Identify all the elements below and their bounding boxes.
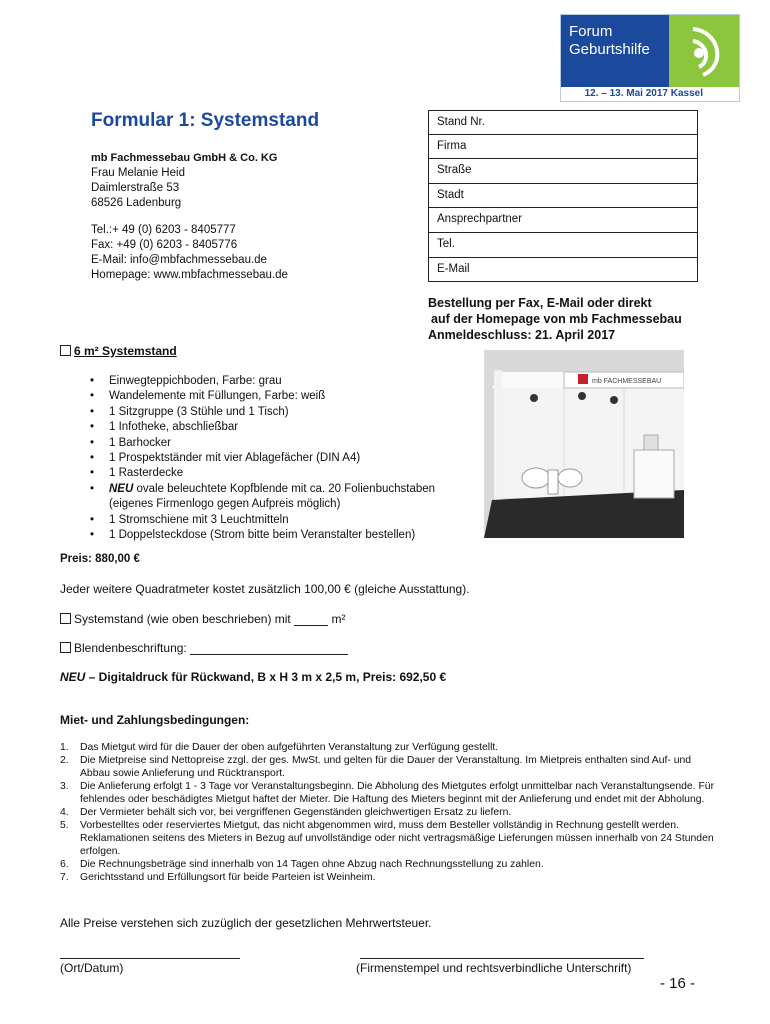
order-deadline: Anmeldeschluss: 21. April 2017 [428, 328, 616, 342]
extra-sqm-note: Jeder weitere Quadratmeter kostet zusätzlich 100,00 € (gleiche Ausstattung). [60, 582, 470, 596]
stand-checkbox[interactable] [60, 345, 71, 356]
term-number: 5. [60, 820, 69, 831]
terms-list [60, 741, 720, 884]
logo-swirl-icon [669, 15, 739, 87]
term-item [60, 780, 720, 806]
list-item: • Einwegteppichboden, Farbe: grau [90, 374, 470, 389]
company-name: mb Fachmessebau GmbH & Co. KG [91, 152, 278, 164]
neu-print-label: NEU [60, 670, 86, 684]
field-ansprechpartner[interactable]: Ansprechpartner [428, 208, 698, 233]
term-text: Die Rechnungsbeträge sind innerhalb von 14 Tagen ohne Abzug nach Rechnungsstellung zu zahlen. [80, 859, 544, 870]
term-text: Die Anlieferung erfolgt 1 - 3 Tage vor Veranstaltungsbeginn. Die Abholung des Mietgutes erfolgt unmittelbar nach Veranstaltungsende. Für fehlendes oder beschädigtes Mietgut haftet der Mieter. Die Haftung des Mieters beginnt mit der Anlieferung und endet mit der Abholung. [80, 781, 715, 805]
fax: Fax: +49 (0) 6203 - 8405776 [91, 239, 238, 251]
term-number: 3. [60, 781, 69, 792]
blende-label: Blendenbeschriftung: [74, 641, 187, 655]
list-item: • 1 Barhocker [90, 436, 470, 451]
phone: Tel.:+ 49 (0) 6203 - 8405777 [91, 224, 236, 236]
event-date: 12. – 13. Mai 2017 Kassel [584, 88, 703, 99]
event-logo [560, 14, 740, 102]
homepage: Homepage: www.mbfachmessebau.de [91, 269, 288, 281]
term-item [60, 819, 720, 858]
logo-emblem [669, 15, 739, 87]
vat-note: Alle Preise verstehen sich zuzüglich der gesetzlichen Mehrwertsteuer. [60, 916, 432, 930]
booth-sign-text: mb FACHMESSEBAU [592, 378, 662, 385]
feature-list [90, 374, 470, 543]
systemstand-label: Systemstand (wie oben beschrieben) mit [74, 612, 291, 626]
list-item: • 1 Rasterdecke [90, 466, 470, 481]
place-date-label: (Ort/Datum) [60, 961, 124, 975]
list-item: • 1 Stromschiene mit 3 Leuchtmitteln [90, 513, 470, 528]
neu-text-1: ovale beleuchtete Kopfblende mit ca. 20 Folienbuchstaben [133, 482, 436, 495]
sqm-input[interactable] [294, 614, 328, 626]
signature-label: (Firmenstempel und rechtsverbindliche Unterschrift) [356, 961, 632, 975]
street: Daimlerstraße 53 [91, 182, 180, 194]
list-item: • 1 Infotheke, abschließbar [90, 420, 470, 435]
city: 68526 Ladenburg [91, 197, 182, 209]
list-item: • 1 Sitzgruppe (3 Stühle und 1 Tisch) [90, 405, 470, 420]
field-email[interactable]: E-Mail [428, 258, 698, 283]
term-number: 4. [60, 807, 69, 818]
digital-print-offer [60, 670, 446, 684]
blende-input[interactable] [190, 643, 348, 655]
order-form-fields [428, 110, 698, 282]
term-item [60, 858, 720, 871]
terms-title: Miet- und Zahlungsbedingungen: [60, 713, 250, 727]
stand-title: 6 m² Systemstand [74, 344, 177, 358]
sqm-unit: m² [331, 612, 346, 626]
list-item-neu [90, 482, 470, 513]
email: E-Mail: info@mbfachmessebau.de [91, 254, 267, 266]
systemstand-checkbox[interactable] [60, 613, 71, 624]
booth-image [484, 350, 684, 538]
order-instructions [428, 295, 682, 343]
contact-person: Frau Melanie Heid [91, 167, 185, 179]
neu-label: NEU [109, 482, 134, 495]
option-systemstand [60, 612, 345, 626]
booth-illustration [484, 350, 684, 538]
contact-block [91, 223, 288, 283]
field-firma[interactable]: Firma [428, 135, 698, 160]
term-text: Gerichtsstand und Erfüllungsort für beide Parteien ist Weinheim. [80, 872, 376, 883]
term-item [60, 806, 720, 819]
term-number: 2. [60, 755, 69, 766]
order-line-1: Bestellung per Fax, E-Mail oder direkt [428, 296, 652, 310]
price: Preis: 880,00 € [60, 553, 140, 565]
logo-text-block [561, 15, 669, 87]
term-item [60, 741, 720, 754]
term-text: Vorbestelltes oder reserviertes Mietgut, das nicht abgenommen wird, muss dem Besteller vollständig in Rechnung gestellt werden. Reklamationen seitens des Mieters in Bezug auf unvollständige oder nicht vertragsmäßige Lieferungen müssen innerhalb von 24 Stunden erfolgen. [80, 820, 714, 857]
term-item [60, 754, 720, 780]
term-text: Die Mietpreise sind Nettopreise zzgl. der ges. MwSt. und gelten für die Dauer der Veranstaltung. Im Mietpreis enthalten sind Auf- und Abbau sowie Anlieferung und Rücktransport. [80, 755, 692, 779]
term-text: Der Vermieter behält sich vor, bei vergriffenen Gegenständen gleichwertigen Ersatz zu liefern. [80, 807, 512, 818]
field-stand-nr[interactable]: Stand Nr. [428, 110, 698, 135]
logo-line-1: Forum [569, 23, 613, 40]
page-title: Formular 1: Systemstand [91, 110, 320, 131]
list-item: • 1 Prospektständer mit vier Ablagefächer (DIN A4) [90, 451, 470, 466]
term-number: 1. [60, 742, 69, 753]
term-text: Das Mietgut wird für die Dauer der oben aufgeführten Veranstaltung zur Verfügung gestellt. [80, 742, 499, 753]
neu-print-text: – Digitaldruck für Rückwand, B x H 3 m x 2,5 m, Preis: 692,50 € [85, 670, 447, 684]
term-number: 6. [60, 859, 69, 870]
field-tel[interactable]: Tel. [428, 233, 698, 258]
list-item: • Wandelemente mit Füllungen, Farbe: weiß [90, 389, 470, 404]
order-line-2: auf der Homepage von mb Fachmessebau [431, 312, 682, 326]
stand-option [60, 344, 177, 358]
term-number: 7. [60, 872, 69, 883]
term-item [60, 871, 720, 884]
logo-line-2: Geburtshilfe [569, 41, 650, 58]
neu-text-2: (eigenes Firmenlogo gegen Aufpreis möglich) [109, 498, 341, 511]
field-stadt[interactable]: Stadt [428, 184, 698, 209]
company-address [91, 151, 277, 211]
option-blende [60, 641, 348, 655]
page-number: - 16 - [660, 975, 696, 992]
list-item: • 1 Doppelsteckdose (Strom bitte beim Veranstalter bestellen) [90, 528, 470, 543]
place-date-line[interactable] [60, 958, 240, 959]
signature-line[interactable] [360, 958, 644, 959]
field-strasse[interactable]: Straße [428, 159, 698, 184]
blende-checkbox[interactable] [60, 642, 71, 653]
